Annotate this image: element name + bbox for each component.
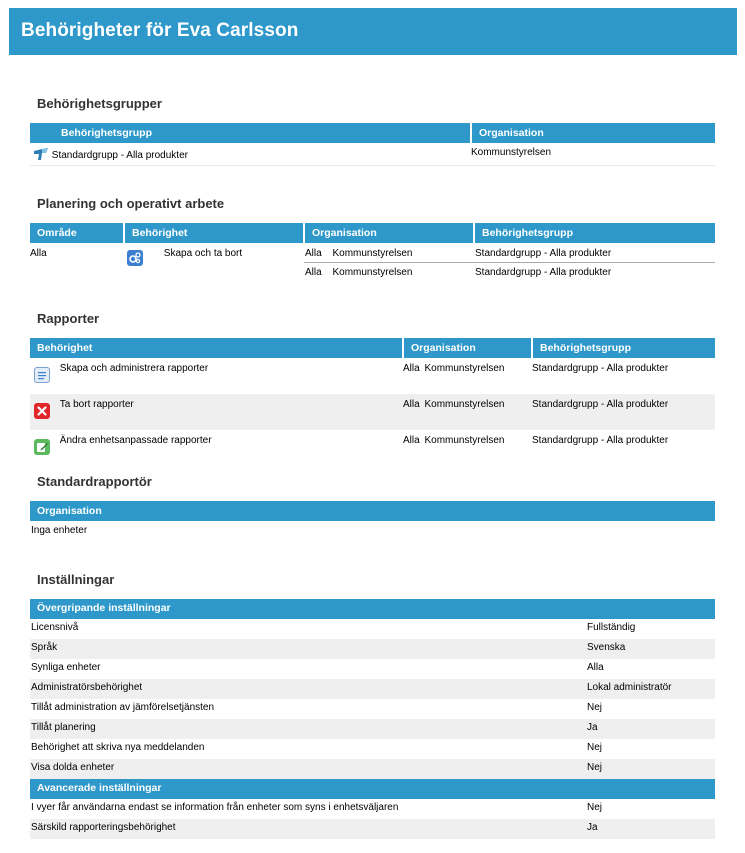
gears-icon: [127, 250, 143, 266]
planning-permission: Skapa och ta bort: [163, 248, 243, 259]
setting-label: Behörighet att skriva nya meddelanden: [31, 742, 205, 753]
setting-value: Fullständig: [587, 622, 636, 633]
setting-label: Licensnivå: [31, 622, 79, 633]
report-scope: Alla: [403, 435, 420, 446]
setting-value: Ja: [587, 822, 598, 833]
table-row: [30, 619, 715, 639]
setting-label: Tillåt planering: [31, 722, 96, 733]
report-permission: Ta bort rapporter: [59, 399, 134, 410]
settings-section: [30, 599, 715, 839]
page-header: [9, 8, 737, 55]
table-row: [30, 243, 715, 262]
document-icon: [34, 367, 50, 383]
planning-scope: Alla: [305, 248, 322, 259]
delete-icon: [34, 403, 50, 419]
standard-reporter-section: [30, 501, 715, 543]
standard-reporter-table: [30, 501, 715, 543]
setting-value: Nej: [587, 702, 603, 713]
setting-value: Svenska: [587, 642, 626, 653]
group-icon: [33, 147, 49, 161]
column-header-permission: Behörighet: [124, 223, 304, 243]
reports-section-title: Rapporter: [37, 311, 100, 326]
column-header-organisation: Organisation: [403, 338, 532, 358]
table-row: [30, 430, 715, 466]
table-row: [30, 659, 715, 679]
planning-section: [30, 223, 715, 280]
table-row: [30, 521, 715, 543]
settings-table: [30, 599, 715, 839]
planning-organisation: Kommunstyrelsen: [332, 248, 413, 259]
edit-icon: [34, 439, 50, 455]
setting-label: Tillåt administration av jämförelsetjänsten: [31, 702, 215, 713]
empty-text: Inga enheter: [31, 525, 88, 536]
general-settings-header: [30, 599, 715, 619]
table-row: [30, 394, 715, 430]
table-header-row: [30, 338, 715, 358]
groups-section-title: Behörighetsgrupper: [37, 96, 162, 111]
report-organisation: Kommunstyrelsen: [424, 399, 505, 410]
report-group: Standardgrupp - Alla produkter: [532, 363, 669, 374]
group-organisation: Kommunstyrelsen: [471, 147, 552, 158]
table-row: [30, 719, 715, 739]
column-header-permission: Behörighet: [30, 338, 403, 358]
setting-value: Nej: [587, 742, 603, 753]
settings-section-title: Inställningar: [37, 572, 115, 587]
setting-label: Språk: [31, 642, 58, 653]
table-row: [30, 358, 715, 394]
report-permission: Ändra enhetsanpassade rapporter: [59, 435, 212, 446]
table-header-row: [30, 123, 715, 143]
setting-value: Nej: [587, 762, 603, 773]
planning-scope: Alla: [305, 266, 322, 278]
groups-table: [30, 123, 715, 166]
table-row: [30, 759, 715, 779]
reports-table: [30, 338, 715, 466]
table-header-row: [30, 501, 715, 521]
table-row: [30, 699, 715, 719]
column-header-organisation: Organisation: [304, 223, 474, 243]
table-row: [30, 679, 715, 699]
report-group: Standardgrupp - Alla produkter: [532, 435, 669, 446]
column-header-organisation: Organisation: [471, 123, 715, 143]
page-title: Behörigheter för Eva Carlsson: [21, 20, 299, 41]
advanced-settings-header: [30, 779, 715, 799]
column-header-organisation: Organisation: [30, 501, 715, 521]
report-group: Standardgrupp - Alla produkter: [532, 399, 669, 410]
setting-label: I vyer får användarna endast se information från enheter som syns i enhetsväljaren: [31, 802, 399, 813]
groups-section: [30, 123, 715, 166]
setting-label: Särskild rapporteringsbehörighet: [31, 822, 176, 833]
planning-table: [30, 223, 715, 280]
group-name: Standardgrupp - Alla produkter: [51, 150, 188, 161]
planning-area: Alla: [30, 248, 47, 259]
setting-label: Synliga enheter: [31, 662, 101, 673]
table-row: [30, 819, 715, 839]
table-row: [30, 799, 715, 819]
setting-value: Nej: [587, 802, 603, 813]
planning-group: Standardgrupp - Alla produkter: [475, 266, 612, 278]
column-header-group: Behörighetsgrupp: [532, 338, 715, 358]
report-organisation: Kommunstyrelsen: [424, 435, 505, 446]
table-row: [30, 739, 715, 759]
setting-value: Ja: [587, 722, 598, 733]
setting-label: Visa dolda enheter: [31, 762, 115, 773]
table-header-row: [30, 223, 715, 243]
advanced-settings-title: Avancerade inställningar: [30, 779, 715, 799]
report-scope: Alla: [403, 399, 420, 410]
setting-value: Alla: [587, 662, 604, 673]
setting-label: Administratörsbehörighet: [31, 682, 143, 693]
report-permission: Skapa och administrera rapporter: [59, 363, 209, 374]
table-row: [30, 143, 715, 165]
table-row: [30, 639, 715, 659]
standard-reporter-section-title: Standardrapportör: [37, 474, 152, 489]
planning-section-title: Planering och operativt arbete: [37, 196, 225, 211]
planning-group: Standardgrupp - Alla produkter: [474, 243, 715, 262]
reports-section: [30, 338, 715, 466]
setting-value: Lokal administratör: [587, 682, 672, 693]
general-settings-title: Övergripande inställningar: [30, 599, 715, 619]
column-header-group: Behörighetsgrupp: [474, 223, 715, 243]
column-header-group: Behörighetsgrupp: [30, 123, 471, 143]
report-scope: Alla: [403, 363, 420, 374]
column-header-area: Område: [30, 223, 124, 243]
report-organisation: Kommunstyrelsen: [424, 363, 505, 374]
planning-organisation: Kommunstyrelsen: [332, 266, 413, 278]
